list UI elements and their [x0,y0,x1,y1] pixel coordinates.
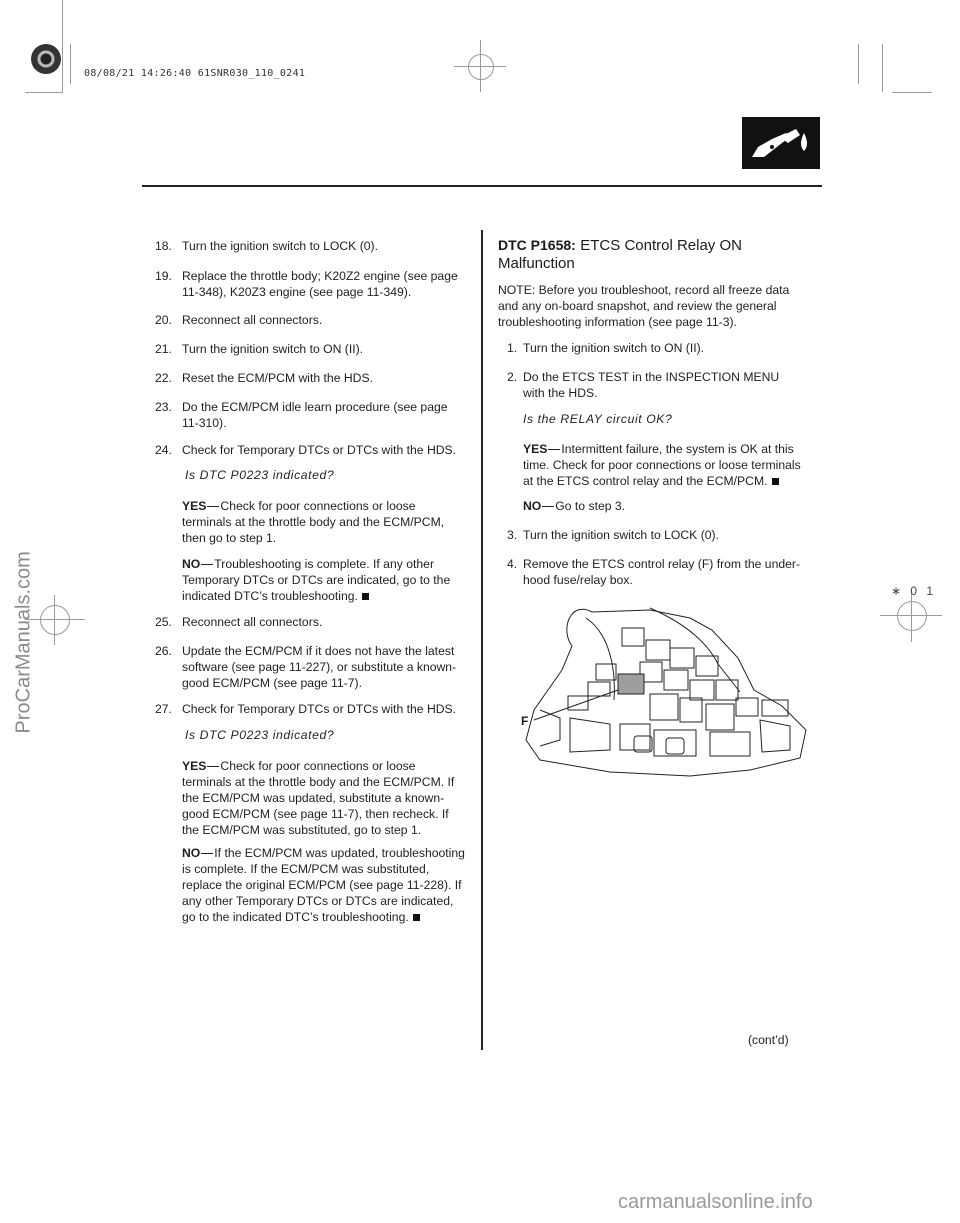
fuel-nozzle-icon [742,117,820,169]
right-step-3: 3. Turn the ignition switch to LOCK (0). [507,528,719,542]
question-2: Is DTC P0223 indicated? [185,728,335,742]
step-25: 25. Reconnect all connectors. [155,615,323,629]
step-24: 24. Check for Temporary DTCs or DTCs with the HDS. [155,443,457,457]
crop-line [54,595,55,645]
yes-branch-relay: YES Intermittent failure, the system is OK at this time. Check for poor connections or loose terminals at the ETCS control relay and the ECM/PCM. [523,442,801,488]
step-23: 23. Do the ECM/PCM idle learn procedure (see page 11-310). [155,400,448,430]
no-branch-relay: NO Go to step 3. [523,499,626,513]
registration-mark-topleft [31,44,61,74]
crop-line [62,0,63,92]
question-1: Is DTC P0223 indicated? [185,468,335,482]
step-19: 19. Replace the throttle body; K20Z2 engine (see page 11-348), K20Z3 engine (see page 11-349). [155,269,458,299]
crop-line [892,92,932,93]
dtc-heading: DTC P1658: ETCS Control Relay ON Malfunction [498,237,742,272]
question-relay: Is the RELAY circuit OK? [523,412,673,426]
etcs-control-relay-highlight [618,674,644,694]
step-22: 22. Reset the ECM/PCM with the HDS. [155,371,373,385]
fuel-system-badge [742,117,820,169]
step-21: 21. Turn the ignition switch to ON (II). [155,342,364,356]
yes-branch-1: YES Check for poor connections or loose terminals at the throttle body and the ECM/PCM, then go to step 1. [182,499,445,545]
step-20: 20. Reconnect all connectors. [155,313,323,327]
crop-line [882,44,883,92]
end-marker [362,593,369,600]
right-step-4: 4. Remove the ETCS control relay (F) from the under-hood fuse/relay box. [507,557,801,587]
margin-mark: ∗ 0 1 [891,584,937,598]
registration-crosshair-right [897,601,927,631]
watermark-side: ProCarManuals.com [12,551,35,734]
right-step-1: 1. Turn the ignition switch to ON (II). [507,341,705,355]
watermark-bottom: carmanualsonline.info [618,1191,813,1213]
end-marker [413,914,420,921]
step-18: 18. Turn the ignition switch to LOCK (0). [155,239,378,253]
fuse-relay-box-illustration [500,600,810,780]
registration-crosshair-top [468,54,494,80]
end-marker [772,478,779,485]
crop-line [70,44,71,84]
note-paragraph: NOTE: Before you troubleshoot, record all freeze data and any on-board snapshot, and review the general troubleshooting information (see page 11-3). [498,283,790,329]
no-branch-1: NO Troubleshooting is complete. If any other Temporary DTCs or DTCs are indicated, go to the indicated DTC’s troubleshooting. [182,557,451,603]
crop-line [25,92,63,93]
step-27: 27. Check for Temporary DTCs or DTCs with the HDS. [155,702,457,716]
column-divider [481,230,483,1050]
step-26: 26. Update the ECM/PCM if it does not have the latest software (see page 11-227), or substitute a known-good ECM/PCM (see page 11-7). [155,644,457,690]
no-branch-2: NO If the ECM/PCM was updated, troubleshooting is complete. If the ECM/PCM was substituted, replace the original ECM/PCM (see page 11-228). If any other Temporary DTCs or DTCs are indicated, go to the indicated DTC’s troubleshooting. [182,846,465,924]
right-step-2: 2. Do the ETCS TEST in the INSPECTION MENU with the HDS. [507,370,780,400]
figure-callout-f: F [521,714,529,728]
registration-crosshair-left [40,605,70,635]
header-rule [142,185,822,187]
continued-label: (cont’d) [748,1033,789,1047]
crop-line [858,44,859,84]
crop-line [454,66,506,67]
print-stamp: 08/08/21 14:26:40 61SNR030_110_0241 [84,68,306,79]
yes-branch-2: YES Check for poor connections or loose terminals at the throttle body and the ECM/PCM. If the ECM/PCM was updated, substitute a known-good ECM/PCM (see page 11-7), then recheck. If the ECM/PCM was substituted, go to step 1. [182,759,455,837]
